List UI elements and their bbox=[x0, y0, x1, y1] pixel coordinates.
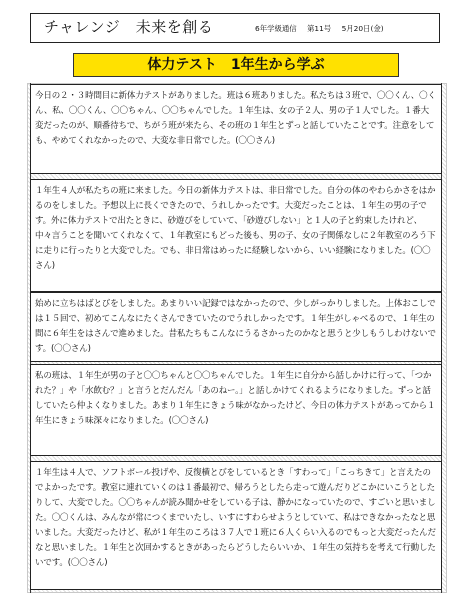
newsletter-meta bbox=[255, 24, 392, 34]
article-3 bbox=[30, 292, 442, 362]
article-4-text: 私の班は、１年生が男の子と〇〇ちゃんと〇〇ちゃんでした。１年生に自分から話しかけに行って、「つかれた？」や「水飲む？」と言うとだんだん「あのねー。」と話しかけてくれるようになりました。ずっと話していたら仲よくなりました。あまり１年生にきょう味がなかったけど、今日の体力テストがあってから１年生にきょう味深々になりました。(〇〇さん) bbox=[35, 371, 436, 426]
topic-banner: 体力テスト 1年生から学ぶ bbox=[73, 53, 399, 77]
article-1 bbox=[30, 84, 442, 174]
article-2 bbox=[30, 179, 442, 292]
newsletter-name: 6年学級通信 bbox=[255, 24, 297, 33]
newsletter-title: チャレンジ 未来を創る bbox=[44, 18, 214, 36]
issue-date: 5月20日(金) bbox=[341, 24, 384, 33]
article-1-text: 今日の２・３時間目に新体力テストがありました。班は６班ありました。私たちは３班で、〇〇くん、〇くん、私、〇〇くん、〇〇ちゃん、〇〇ちゃんでした。１年生は、女の子２人、男の子１人でした。１番大変だったのが、順番待ちで、ちがう班が来たら、その班の１年生とずっと話していたことです。注意をしても、やめてくれなかったので、大変な非日常でした。(〇〇さん) bbox=[35, 91, 436, 146]
article-5-text: １年生は４人で、ソフトボール投げや、反復横とびをしているとき「すわって」「こっちきて」と言えたのでよかったです。教室に連れていくのは１番最初で、帰ろうとしたら走って遊んだりどこかにいこうとしたりして、大変でした。〇〇ちゃんが読み聞かせをしている子は、静かになっていたので、すごいと思いました。〇〇くんは、みんなが常につくまでいたし、いすにすわらせようとしていて、私はできなかったなと思いました。大変だったけど、私が１年生のころは３７人で１班に６人くらい入るのでもっと大変だったんだなと思いました。１年生と次回かするときがあったらどうしたらいいか、１年生の気持ちを考えて行動したいです。(〇〇さん) bbox=[35, 468, 436, 568]
article-4 bbox=[30, 364, 442, 456]
article-3-text: 始めに立ちはばとびをしました。あまりいい記録ではなかったので、少しがっかりしました。上体おこしでは１５回で、初めてこんなにたくさんできていたのでうれしかったです。１年生がしゃべるので、１年生の間に６年生をはさんで進めました。昔私たちもこんなにうるさかったのかなと思うと少しもうしわけないです。(〇〇さん) bbox=[35, 299, 436, 354]
article-2-text: １年生４人が私たちの班に来ました。今日の新体力テストは、非日常でした。自分の体のやわらかさをはかるのをしました。予想以上に長くできたので、うれしかったです。大変だったことは、１年生の男の子です。外に体力テストで出たときに、砂遊びをしていて、「砂遊びしない」と１人の子と約束したけれど、中々言うことを聞いてくれなくて、１年教室にもどった後も、男の子、女の子関係なしに２年教室のろう下に走りに行ったりと大変でした。でも、非日常はめったに経験しないから、いい経験になりました。(〇〇さん) bbox=[35, 186, 436, 271]
article-5 bbox=[30, 461, 442, 590]
issue-number: 第11号 bbox=[307, 24, 332, 33]
newsletter-header bbox=[30, 13, 440, 43]
